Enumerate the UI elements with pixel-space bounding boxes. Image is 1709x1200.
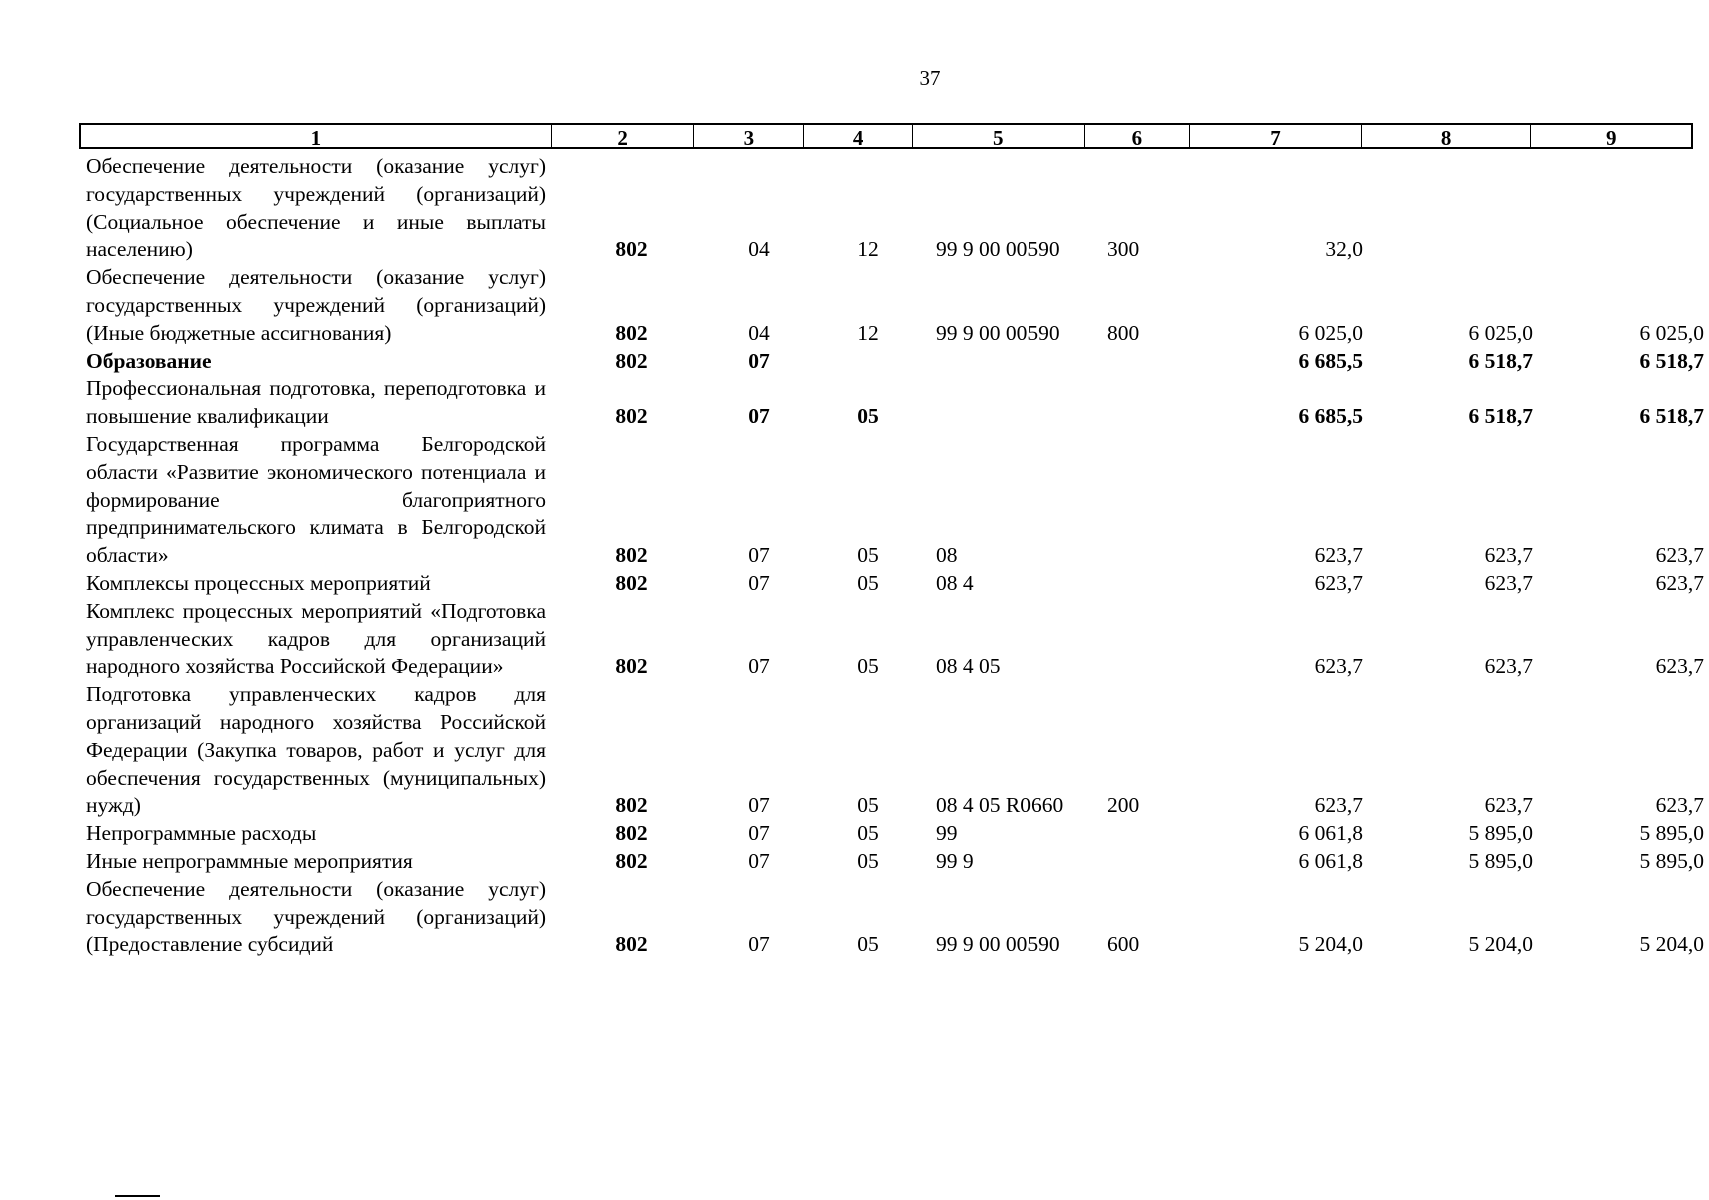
amount-col-8: 6 518,7 bbox=[1468, 404, 1533, 429]
code-section: 07 bbox=[748, 932, 770, 957]
table-row bbox=[0, 264, 1709, 347]
row-name: Государственная программа Белгородской области «Развитие экономического потенциала и формирование благоприятного предпринимательского климата в Белгородской области» bbox=[86, 431, 546, 568]
code-section: 07 bbox=[748, 654, 770, 679]
code-section: 07 bbox=[748, 793, 770, 818]
row-name: Комплексы процессных мероприятий bbox=[86, 570, 431, 595]
code-section: 07 bbox=[748, 848, 770, 873]
amount-col-8: 5 895,0 bbox=[1468, 821, 1533, 846]
header-cell: 2 bbox=[552, 125, 695, 147]
amount-col-8: 6 518,7 bbox=[1468, 348, 1533, 373]
row-name: Обеспечение деятельности (оказание услуг) государственных учреждений (организаций) (Иные бюджетные ассигнования) bbox=[86, 265, 546, 345]
header-cell: 1 bbox=[81, 125, 552, 147]
amount-col-9: 623,7 bbox=[1655, 654, 1704, 679]
code-subsection: 05 bbox=[857, 821, 879, 846]
amount-col-9: 5 204,0 bbox=[1639, 932, 1704, 957]
code-subsection: 12 bbox=[857, 237, 879, 262]
code-section: 07 bbox=[748, 543, 770, 568]
code-section: 07 bbox=[748, 570, 770, 595]
code-target: 99 9 00 00590 bbox=[936, 237, 1060, 262]
amount-col-8: 623,7 bbox=[1484, 570, 1533, 595]
row-name: Подготовка управленческих кадров для организаций народного хозяйства Российской Федерации (Закупка товаров, работ и услуг для обеспечения государственных (муниципальных) нужд) bbox=[86, 682, 546, 818]
amount-col-7: 5 204,0 bbox=[1298, 932, 1363, 957]
code-grbs: 802 bbox=[615, 320, 648, 345]
row-name: Обеспечение деятельности (оказание услуг) государственных учреждений (организаций) (Предоставление субсидий bbox=[86, 876, 546, 957]
table-row bbox=[0, 681, 1709, 820]
row-name: Обеспечение деятельности (оказание услуг) государственных учреждений (организаций) (Социальное обеспечение и иные выплаты населению) bbox=[86, 154, 546, 262]
amount-col-7: 623,7 bbox=[1314, 543, 1363, 568]
code-section: 04 bbox=[748, 237, 770, 262]
code-target: 99 9 00 00590 bbox=[936, 932, 1060, 957]
table-header bbox=[79, 123, 1693, 149]
page-number: 37 bbox=[919, 66, 941, 90]
table-row bbox=[0, 375, 1709, 431]
amount-col-7: 623,7 bbox=[1314, 654, 1363, 679]
code-grbs: 802 bbox=[615, 543, 648, 568]
amount-col-9: 623,7 bbox=[1655, 793, 1704, 818]
table-row bbox=[0, 820, 1709, 848]
code-section: 07 bbox=[748, 821, 770, 846]
amount-col-9: 6 518,7 bbox=[1639, 348, 1704, 373]
table-row bbox=[0, 570, 1709, 598]
code-grbs: 802 bbox=[615, 793, 648, 818]
code-subsection: 05 bbox=[857, 654, 879, 679]
code-target: 99 bbox=[936, 821, 958, 846]
table-row bbox=[0, 153, 1709, 264]
row-name: Непрограммные расходы bbox=[86, 821, 317, 846]
code-expense-type: 800 bbox=[1107, 320, 1140, 345]
table-row bbox=[0, 598, 1709, 681]
table-row bbox=[0, 348, 1709, 376]
amount-col-9: 5 895,0 bbox=[1639, 848, 1704, 873]
amount-col-8: 623,7 bbox=[1484, 793, 1533, 818]
amount-col-7: 6 061,8 bbox=[1298, 821, 1363, 846]
header-cell: 8 bbox=[1362, 125, 1532, 147]
code-grbs: 802 bbox=[615, 654, 648, 679]
code-target: 08 4 05 R0660 bbox=[936, 793, 1064, 818]
code-subsection: 05 bbox=[857, 793, 879, 818]
code-target: 08 bbox=[936, 543, 958, 568]
code-grbs: 802 bbox=[615, 404, 648, 429]
amount-col-9: 6 025,0 bbox=[1639, 320, 1704, 345]
header-cell: 5 bbox=[913, 125, 1085, 147]
code-subsection: 05 bbox=[857, 543, 879, 568]
code-section: 07 bbox=[748, 404, 770, 429]
table-row bbox=[0, 876, 1709, 959]
code-section: 04 bbox=[748, 320, 770, 345]
amount-col-9: 6 518,7 bbox=[1639, 404, 1704, 429]
row-name: Образование bbox=[86, 348, 212, 373]
amount-col-9: 623,7 bbox=[1655, 543, 1704, 568]
amount-col-7: 6 061,8 bbox=[1298, 848, 1363, 873]
amount-col-9: 623,7 bbox=[1655, 570, 1704, 595]
amount-col-7: 6 685,5 bbox=[1298, 348, 1363, 373]
header-cell: 4 bbox=[804, 125, 913, 147]
amount-col-8: 623,7 bbox=[1484, 654, 1533, 679]
code-target: 08 4 bbox=[936, 570, 974, 595]
code-expense-type: 200 bbox=[1107, 793, 1140, 818]
code-expense-type: 600 bbox=[1107, 932, 1140, 957]
code-target: 99 9 bbox=[936, 848, 974, 873]
amount-col-8: 6 025,0 bbox=[1468, 320, 1533, 345]
amount-col-8: 623,7 bbox=[1484, 543, 1533, 568]
amount-col-7: 6 685,5 bbox=[1298, 404, 1363, 429]
code-target: 08 4 05 bbox=[936, 654, 1001, 679]
amount-col-7: 623,7 bbox=[1314, 793, 1363, 818]
footer-rule bbox=[115, 1195, 160, 1197]
code-expense-type: 300 bbox=[1107, 237, 1140, 262]
code-grbs: 802 bbox=[615, 237, 648, 262]
row-name: Профессиональная подготовка, переподготовка и повышение квалификации bbox=[86, 376, 546, 429]
code-subsection: 05 bbox=[857, 848, 879, 873]
code-subsection: 05 bbox=[857, 570, 879, 595]
header-cell: 6 bbox=[1085, 125, 1191, 147]
code-subsection: 05 bbox=[857, 932, 879, 957]
amount-col-7: 32,0 bbox=[1325, 237, 1363, 262]
row-name: Комплекс процессных мероприятий «Подготовка управленческих кадров для организаций народного хозяйства Российской Федерации» bbox=[86, 598, 546, 679]
amount-col-9: 5 895,0 bbox=[1639, 821, 1704, 846]
code-grbs: 802 bbox=[615, 570, 648, 595]
row-name: Иные непрограммные мероприятия bbox=[86, 848, 413, 873]
amount-col-8: 5 895,0 bbox=[1468, 848, 1533, 873]
table-row bbox=[0, 431, 1709, 570]
code-grbs: 802 bbox=[615, 348, 648, 373]
amount-col-8: 5 204,0 bbox=[1468, 932, 1533, 957]
header-cell: 3 bbox=[694, 125, 804, 147]
code-grbs: 802 bbox=[615, 821, 648, 846]
code-grbs: 802 bbox=[615, 932, 648, 957]
code-subsection: 12 bbox=[857, 320, 879, 345]
amount-col-7: 623,7 bbox=[1314, 570, 1363, 595]
amount-col-7: 6 025,0 bbox=[1298, 320, 1363, 345]
code-subsection: 05 bbox=[857, 404, 879, 429]
code-target: 99 9 00 00590 bbox=[936, 320, 1060, 345]
table-row bbox=[0, 848, 1709, 876]
code-section: 07 bbox=[748, 348, 770, 373]
header-cell: 9 bbox=[1605, 126, 1617, 150]
code-grbs: 802 bbox=[615, 848, 648, 873]
table-body bbox=[0, 153, 1709, 959]
header-cell: 7 bbox=[1190, 125, 1362, 147]
